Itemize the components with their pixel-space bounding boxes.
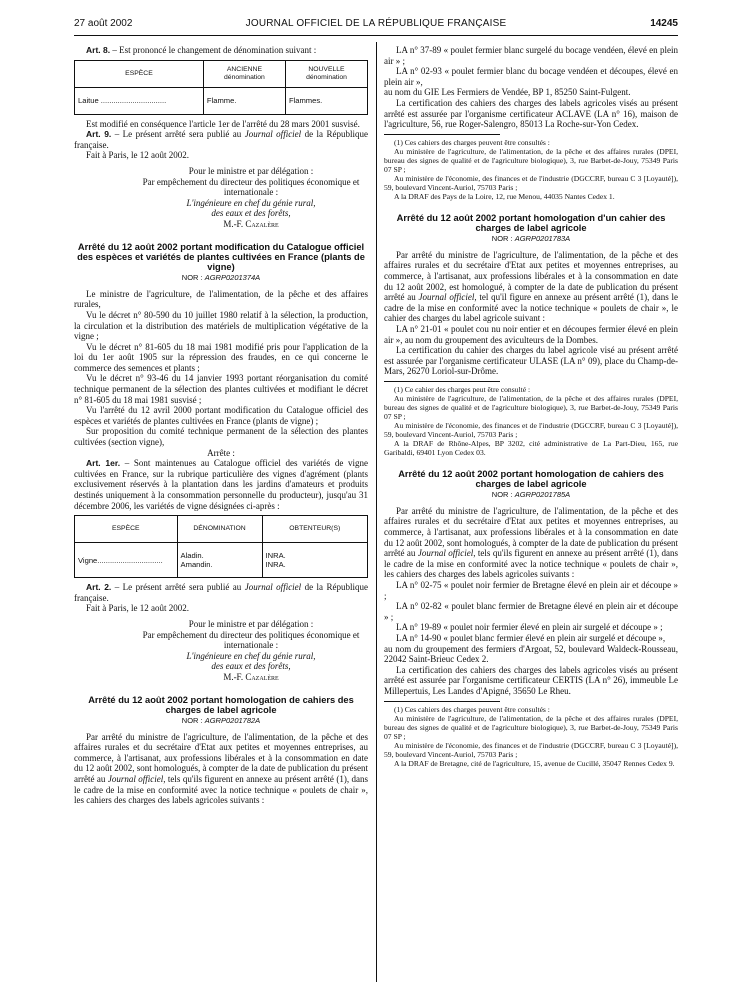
- label-item: LA n° 02-93 « poulet fermier blanc du bocage vendéen et découpes, élevé en plein air »,: [384, 66, 678, 87]
- paragraph: Est modifié en conséquence l'article 1er de l'arrêté du 28 mars 2001 susvisé.: [86, 118, 360, 129]
- left-column: [74, 45, 368, 985]
- header-date: 27 août 2002: [74, 18, 133, 29]
- nor-reference: NOR : AGRP0201785A: [491, 490, 571, 500]
- signature-name: M.-F. Cazalère: [223, 218, 279, 229]
- arrete-heading: Arrête :: [207, 447, 235, 458]
- footnote-rule: [384, 381, 500, 382]
- footnote-line: A la DRAF des Pays de la Loire, 12, rue Menou, 44035 Nantes Cedex 1.: [394, 191, 615, 201]
- paragraph: La certification du cahier des charges du label agricole visé au présent arrêté est assurée par l'organisme certificateur ULASE (LA n° 09), place du Champ-de-Mars, 26270 Loriol-sur-Drôme.: [384, 345, 678, 377]
- article-9: Art. 9. – Le présent arrêté sera publié au Journal officiel de la République française.: [74, 129, 368, 150]
- table-header-row: [75, 60, 368, 87]
- nor-reference: NOR : AGRP0201782A: [181, 715, 261, 725]
- article-1: Art. 1er. – Sont maintenues au Catalogue officiel des variétés de vigne cultivées en France, sur la rubrique particulière des vignes d'agrément (plants exclusivement réservés à la plantation dans les jardins d'amateurs et produits destinés uniquement à la consommation personnelle du producteur), jusqu'au 31 décembre 2006, les variétés de vigne désignées ci-après :: [74, 458, 368, 511]
- decree-title: Arrêté du 12 août 2002 portant modification du Catalogue officiel des espèces et variétés de plantes cultivées en France (plants de vigne): [77, 241, 365, 272]
- label-item: LA n° 02-75 « poulet noir fermier de Bretagne élevé en plein air et découpe » ;: [384, 580, 678, 601]
- paragraph: Vu le décret n° 81-605 du 18 mai 1981 modifié pris pour l'application de la loi du 1er août 1905 sur la répression des fraudes, en ce qui concerne le commerce des semences et plants ;: [74, 341, 368, 373]
- signature-line: Par empêchement du directeur des politiques économique et internationale :: [142, 629, 360, 651]
- right-column: [384, 45, 678, 985]
- article-2: Art. 2. – Le présent arrêté sera publié au Journal officiel de la République française.: [74, 582, 368, 603]
- header-journal-title: JOURNAL OFFICIEL DE LA RÉPUBLIQUE FRANÇAISE: [245, 18, 507, 29]
- footnote-rule: [384, 134, 500, 135]
- table-cell: Flamme.: [203, 87, 285, 114]
- footnote-line: Au ministère de l'agriculture, de l'alimentation, de la pêche et des affaires rurales (DPEI, bureau des signes de qualité et de l'agriculture biologique), 3, rue Barbet-de-Jouy, 75349 Paris 07 SP ;: [384, 713, 678, 741]
- paragraph: Par arrêté du ministre de l'agriculture, de l'alimentation, de la pêche et des affaires rurales et du secrétaire d'Etat aux petites et moyennes entreprises, au commerce, à l'artisanat, aux professions libérales et à la consommation en date du 12 août 2002, sont homologués, à compter de la date de publication du présent arrêté au Journal officiel, tels qu'ils figurent en annexe au présent arrêté (1), dans le cadre de la mise en conformité avec la notice technique « poulets de chair », les cahiers des charges des labels agricoles suivants :: [384, 505, 678, 580]
- table-cell: INRA. INRA.: [262, 543, 367, 578]
- footnote-line: Au ministère de l'agriculture, de l'alimentation, de la pêche et des affaires rurales (DPEI, bureau des signes de qualité et de l'agriculture biologique), 3, rue Barbet-de-Jouy, 75349 Paris 07 SP ;: [384, 393, 678, 421]
- label-item: LA n° 02-82 « poulet blanc fermier de Bretagne élevé en plein air et découpe » ;: [384, 601, 678, 622]
- nor-reference: NOR : AGRP0201783A: [491, 234, 571, 244]
- article-8: Art. 8. – Est prononcé le changement de dénomination suivant :: [86, 45, 317, 55]
- paragraph: Vu l'arrêté du 12 avril 2000 portant modification du Catalogue officiel des espèces et variétés de plantes cultivées en France (plants de vigne) ;: [74, 405, 368, 426]
- footnote-line: Au ministère de l'économie, des finances et de l'industrie (DGCCRF, bureau C 3 [Loyauté]), 59, boulevard Vincent-Auriol, 75703 Paris ;: [384, 173, 678, 192]
- signature-line: Pour le ministre et par délégation :: [188, 165, 314, 176]
- table-header: ESPÈCE: [75, 516, 178, 543]
- footnote-line: (1) Ces cahiers des charges peuvent être consultés :: [394, 137, 550, 147]
- fait-a-paris: Fait à Paris, le 12 août 2002.: [86, 150, 189, 161]
- footnote-line: A la DRAF de Rhône-Alpes, BP 3202, cité administrative de La Part-Dieu, 165, rue Garibaldi, 69401 Lyon Cedex 03.: [384, 438, 678, 457]
- footnote-line: (1) Ce cahier des charges peut être consulté :: [394, 384, 531, 394]
- table-row: [75, 87, 368, 114]
- table-header: DÉNOMINATION: [177, 516, 262, 543]
- paragraph: au nom du groupement des fermiers d'Argoat, 52, boulevard Waldeck-Rousseau, 22042 Saint-Brieuc Cedex 2.: [384, 643, 678, 665]
- decree-title: Arrêté du 12 août 2002 portant homologation de cahiers des charges de label agricole: [88, 694, 354, 715]
- table-row: [75, 543, 368, 578]
- paragraph: Vu le décret n° 80-590 du 10 juillet 1980 relatif à la sélection, la production, la circulation et la distribution des matériels de multiplication végétative de la vigne ;: [74, 309, 368, 342]
- paragraph: Sur proposition du comité technique permanent de la sélection des plantes cultivées (section vigne),: [74, 426, 368, 448]
- denomination-table: [74, 60, 368, 115]
- footnote-line: A la DRAF de Bretagne, cité de l'agriculture, 15, avenue de Cucillé, 35047 Rennes Cedex 9.: [394, 758, 675, 768]
- signature-name: M.-F. Cazalère: [223, 671, 279, 682]
- footnote: [384, 705, 678, 768]
- column-divider: [376, 42, 377, 982]
- header-rule: [74, 35, 678, 36]
- header-page-number: 14245: [650, 18, 678, 29]
- footnote-line: Au ministère de l'agriculture, de l'alimentation, de la pêche et des affaires rurales (DPEI, bureau des signes de qualité et de l'agriculture biologique), 3, rue Barbet-de-Jouy, 75349 Paris 07 SP ;: [384, 146, 678, 174]
- paragraph: Le ministre de l'agriculture, de l'alimentation, de la pêche et des affaires rurales,: [74, 288, 368, 310]
- decree-title: Arrêté du 12 août 2002 portant homologation d'un cahier des charges de label agricole: [396, 212, 666, 233]
- label-item: LA n° 14-90 « poulet blanc fermier élevé en plein air surgelé et découpe »,: [396, 633, 666, 643]
- signature-line: des eaux et des forêts,: [211, 208, 291, 219]
- varieties-table: [74, 515, 368, 578]
- signature-line: Par empêchement du directeur des politiques économique et internationale :: [142, 176, 360, 198]
- paragraph: La certification des cahiers des charges des labels agricoles visés au présent arrêté est assurée par l'organisme certificateur CERTIS (LA n° 26), immeuble Le Millepertuis, Les Landes d'Apigné, 35650 Le Rheu.: [384, 664, 678, 696]
- paragraph: Par arrêté du ministre de l'agriculture, de l'alimentation, de la pêche et des affaires rurales et du secrétaire d'Etat aux petites et moyennes entreprises, au commerce, à l'artisanat, aux professions libérales et à la consommation en date du 12 août 2002, sont homologués, à compter de la date de publication du présent arrêté au Journal officiel, tels qu'ils figurent en annexe au présent arrêté (1), dans le cadre de la mise en conformité avec la notice technique « poulets de chair », les cahiers des charges des labels agricoles suivants :: [74, 731, 368, 806]
- paragraph: Vu le décret n° 93-46 du 14 janvier 1993 portant réorganisation du comité technique permanent de la sélection des plantes cultivées et modifiant le décret n° 81-605 du 18 mai 1981 susvisé ;: [74, 373, 368, 405]
- table-cell: Flammes.: [285, 87, 367, 114]
- label-item: LA n° 37-89 « poulet fermier blanc surgelé du bocage vendéen, élevé en plein air » ;: [384, 45, 678, 66]
- paragraph: Par arrêté du ministre de l'agriculture, de l'alimentation, de la pêche et des affaires rurales et du secrétaire d'Etat aux petites et moyennes entreprises, au commerce, à l'artisanat, aux professions libérales et à la consommation en date du 12 août 2002, est homologué, à compter de la date de publication du présent arrêté au Journal officiel, tel qu'il figure en annexe au présent arrêté (1), dans le cadre de la mise en conformité avec la notice technique « poulets de chair », le cahier des charges du label agricole suivant :: [384, 249, 678, 324]
- footnote-line: Au ministère de l'économie, des finances et de l'industrie (DGCCRF, bureau C 3 [Loyauté]), 59, boulevard Vincent-Auriol, 75703 Paris ;: [384, 420, 678, 439]
- label-item: LA n° 21-01 « poulet cou nu noir entier et en découpes fermier élevé en plein air », au nom du groupement des aviculteurs de la Dombes.: [384, 323, 678, 345]
- signature-line: L'ingénieure en chef du génie rural,: [186, 650, 316, 661]
- table-header-row: [75, 516, 368, 543]
- paragraph: La certification des cahiers des charges des labels agricoles visés au présent arrêté est assurée par l'organisme certificateur ACLAVE (LA n° 16), maison de l'agriculture, 56, rue Roger-Salengro, 85013 La Roche-sur-Yon Cedex.: [384, 97, 678, 130]
- page-header: [74, 16, 678, 32]
- table-header: OBTENTEUR(S): [262, 516, 367, 543]
- table-header: ANCIENNE dénomination: [203, 60, 285, 87]
- table-header: ESPÈCE: [75, 60, 204, 87]
- fait-a-paris: Fait à Paris, le 12 août 2002.: [86, 603, 189, 614]
- footnote: [384, 138, 678, 201]
- table-header: NOUVELLE dénomination: [285, 60, 367, 87]
- label-item: LA n° 19-89 « poulet noir fermier élevé en plein air surgelé et découpe » ;: [396, 622, 663, 633]
- footnote: [384, 385, 678, 457]
- nor-reference: NOR : AGRP0201374A: [181, 273, 261, 283]
- footnote-rule: [384, 701, 500, 702]
- decree-title: Arrêté du 12 août 2002 portant homologation de cahiers des charges de label agricole: [398, 468, 664, 490]
- table-cell: Aladin. Amandin.: [177, 543, 262, 578]
- signature-line: des eaux et des forêts,: [211, 661, 291, 672]
- table-cell: Vigne...............................: [75, 543, 178, 578]
- footnote-line: (1) Ces cahiers des charges peuvent être consultés :: [394, 704, 550, 714]
- signature-line: L'ingénieure en chef du génie rural,: [186, 197, 316, 208]
- footnote-line: Au ministère de l'économie, des finances et de l'industrie (DGCCRF, bureau C 3 [Loyauté]), 59, boulevard Vincent-Auriol, 75703 Paris ;: [384, 740, 678, 759]
- paragraph: au nom du GIE Les Fermiers de Vendée, BP 1, 85250 Saint-Fulgent.: [384, 87, 631, 98]
- signature-line: Pour le ministre et par délégation :: [188, 618, 314, 629]
- table-cell: Laitue ...............................: [75, 87, 204, 114]
